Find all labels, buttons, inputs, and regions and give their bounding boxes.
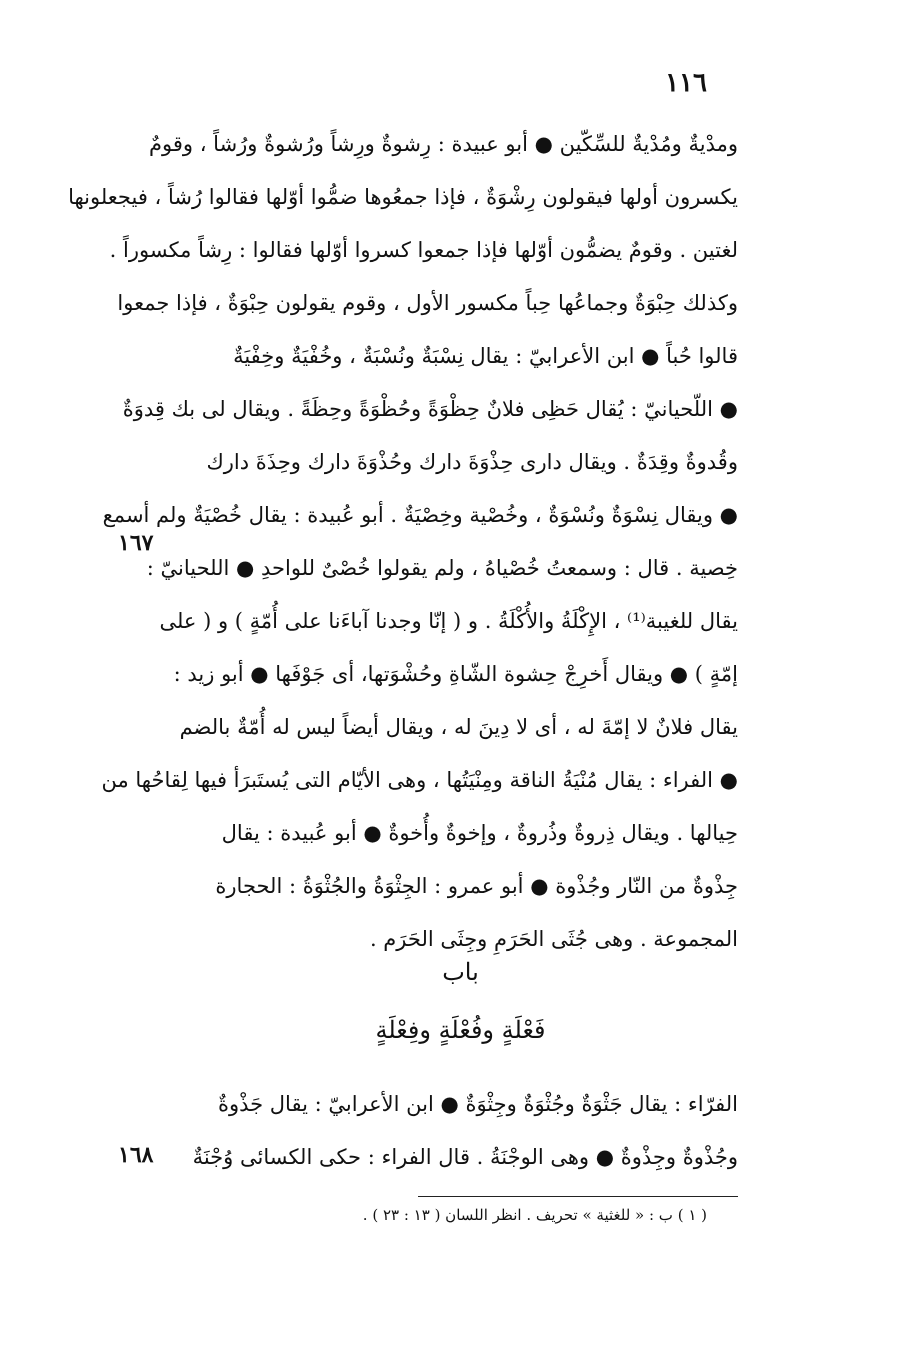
text-line: ● الفراء : يقال مُنْيَةُ الناقة ومِنْيَتُها ، وهى الأيّام التى يُستَبرَأ فيها لِقاحُها من — [101, 768, 738, 792]
text-line: يكسرون أولها فيقولون رِشْوَةٌ ، فإذا جمعُوها ضمُّوا أوّلها فقالوا رُشاً ، فيجعلونها — [68, 185, 738, 209]
text-line: الفرّاء : يقال جَثْوَةٌ وجُثْوَةٌ وجِثْوَةٌ ● ابن الأعرابيّ : يقال جَذْوةٌ — [217, 1092, 738, 1116]
margin-entry-number: ١٦٨ — [118, 1142, 154, 1168]
text-line: وكذلك حِبْوَةٌ وجماعُها حِباً مكسور الأول ، وقوم يقولون حِبْوَةٌ ، فإذا جمعوا — [117, 291, 738, 315]
footnote-divider — [418, 1196, 738, 1197]
text-line: جِذْوةٌ من النّار وجُذْوة ● أبو عمرو : الجِثْوَةُ والجُثْوَةُ : الحجارة — [215, 874, 738, 898]
chapter-heading: باب — [442, 958, 479, 986]
text-line: ومدْيةٌ ومُدْيةٌ للسِّكّين ● أبو عبيدة : رِشوةٌ ورِشاً ورُشوةٌ ورُشاً ، وقومٌ — [149, 132, 738, 156]
page-number: ١١٦ — [665, 68, 707, 98]
text-line: وقُدوةٌ وقِدَةٌ . ويقال دارى حِذْوَةَ دارك وحُذْوَةَ دارك وحِذَةَ دارك — [206, 450, 738, 474]
text-line: يقال للغيبة⁽¹⁾ ، الإِكْلَةُ والأُكْلَةُ . و ( إنّا وجدنا آباءَنا على أُمّةٍ ) و ( على — [159, 609, 738, 633]
text-line: حِيالها . ويقال ذِروةٌ وذُروةٌ ، وإخوةٌ وأُخوةٌ ● أبو عُبيدة : يقال — [221, 821, 738, 845]
text-line: لغتين . وقومٌ يضمُّون أوّلها فإذا جمعوا كسروا أوّلها فقالوا : رِشاً مكسوراً . — [109, 238, 738, 262]
chapter-subheading: فَعْلَةٍ وفُعْلَةٍ وفِعْلَةٍ — [375, 1016, 546, 1044]
text-line: ● ويقال نِسْوَةٌ ونُسْوَةٌ ، وخُصْية وخِصْيَةٌ . أبو عُبيدة : يقال خُصْيَةٌ ولم أسمع — [102, 503, 738, 527]
text-line: يقال فلانٌ لا إمّةَ له ، أى لا دِينَ له ، ويقال أيضاً ليس له أُمّةٌ بالضم — [179, 715, 738, 739]
text-line: وجُذْوةٌ وجِذْوةٌ ● وهى الوجْنَةُ . قال الفراء : حكى الكسائى وُجْنَةٌ — [192, 1145, 738, 1169]
text-line: خِصية . قال : وسمعتُ خُصْياهُ ، ولم يقولوا خُصْىٌ للواحدِ ● اللحيانيّ : — [146, 556, 738, 580]
text-line: المجموعة . وهى جُثَى الحَرَمِ وجِثَى الحَرَم . — [369, 927, 738, 951]
text-line: ● اللّحيانيّ : يُقال حَظِى فلانٌ حِظْوَةً وحُظْوَةً وحِظَةً . ويقال لى بك قِدوَةٌ — [122, 397, 738, 421]
footnote: ( ١ ) ب : « للغثية » تحريف . انظر اللسان ( ١٣ : ٢٣ ) . — [362, 1206, 707, 1224]
text-line: إمّةٍ ) ● ويقال أَخرِجْ حِشوة الشّاةِ وحُشْوَتها، أى جَوْفَها ● أبو زيد : — [173, 662, 738, 686]
margin-entry-number: ١٦٧ — [118, 530, 154, 556]
chapter-text-block — [140, 1078, 738, 1184]
text-line: قالوا حُباً ● ابن الأعرابيّ : يقال نِسْبَةٌ ونُسْبَةٌ ، وخُفْيَةٌ وخِفْيَةٌ — [233, 344, 738, 368]
